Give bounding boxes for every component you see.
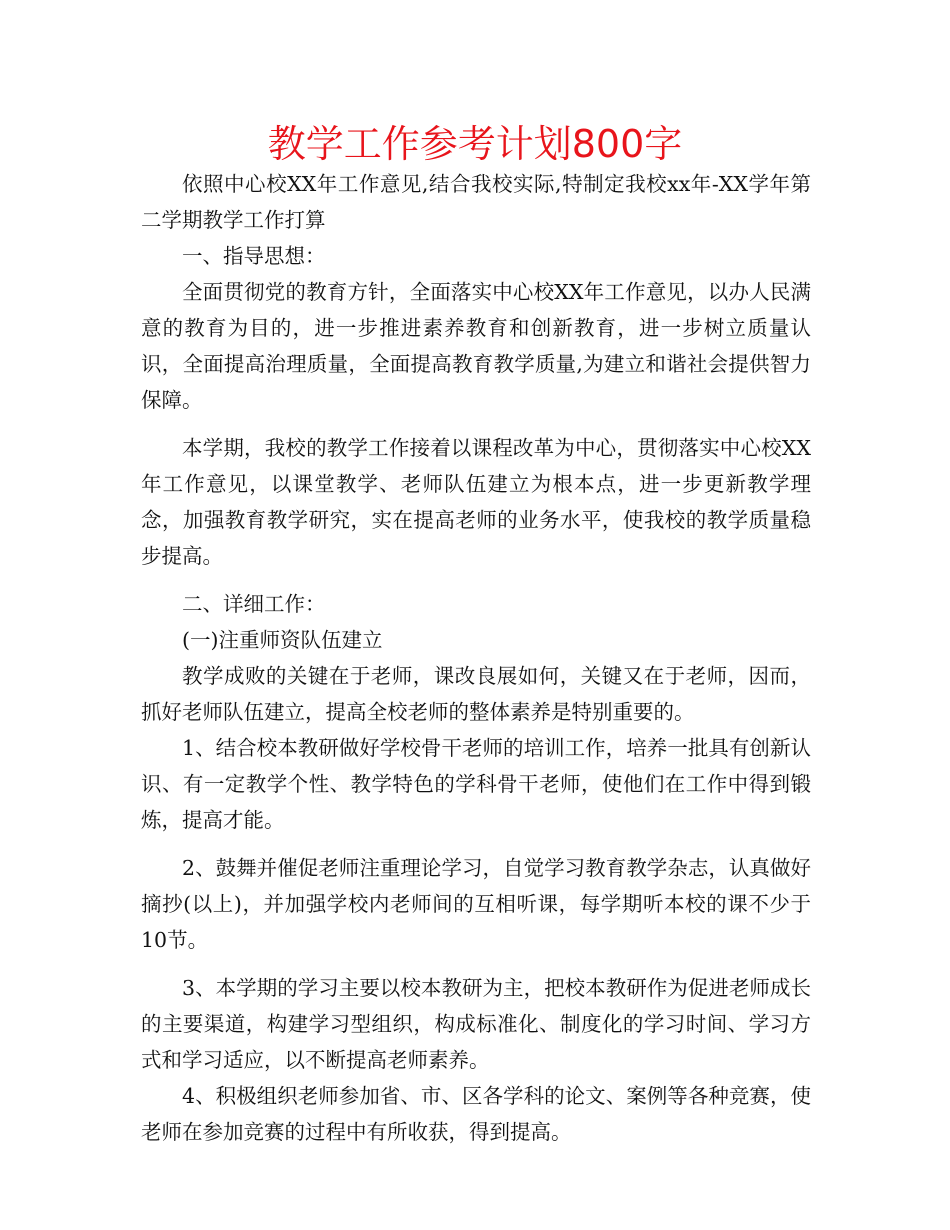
list-item-3: 3、本学期的学习主要以校本教研为主，把校本教研作为促进老师成长的主要渠道，构建学习型组织，构成标准化、制度化的学习时间、学习方式和学习适应，以不断提高老师素养。 (141, 976, 811, 1072)
paragraph-this-semester: 本学期，我校的教学工作接着以课程改革为中心，贯彻落实中心校XX年工作意见，以课堂教学、老师队伍建立为根本点，进一步更新教学理念，加强教育教学研究，实在提高老师的业务水平，使我校的教学质量稳步提高。 (141, 436, 811, 568)
paragraph-guiding-thought: 全面贯彻党的教育方针，全面落实中心校XX年工作意见，以办人民满意的教育为目的，进一步推进素养教育和创新教育，进一步树立质量认识，全面提高治理质量，全面提高教育教学质量,为建立和谐社会提供智力保障。 (141, 280, 811, 412)
paragraph-teacher-team: 教学成败的关键在于老师，课改良展如何，关键又在于老师，因而，抓好老师队伍建立，提高全校老师的整体素养是特别重要的。 (141, 664, 811, 724)
list-item-4: 4、积极组织老师参加省、市、区各学科的论文、案例等各种竞赛，使老师在参加竞赛的过程中有所收获，得到提高。 (141, 1084, 811, 1144)
subheading-teacher-team: (一)注重师资队伍建立 (182, 628, 383, 652)
heading-guiding-thought: 一、指导思想： (182, 244, 326, 268)
list-item-1: 1、结合校本教研做好学校骨干老师的培训工作，培养一批具有创新认识、有一定教学个性、教学特色的学科骨干老师，使他们在工作中得到锻炼，提高才能。 (141, 736, 811, 832)
paragraph-intro: 依照中心校XX年工作意见,结合我校实际,特制定我校xx年-XX学年第二学期教学工作打算 (141, 172, 811, 232)
list-item-2: 2、鼓舞并催促老师注重理论学习，自觉学习教育教学杂志，认真做好摘抄(以上)，并加强学校内老师间的互相听课，每学期听本校的课不少于10节。 (141, 856, 811, 952)
document-body (141, 166, 811, 1150)
document-title: 教学工作参考计划800字 (267, 122, 683, 166)
heading-detailed-work: 二、详细工作： (182, 592, 326, 616)
